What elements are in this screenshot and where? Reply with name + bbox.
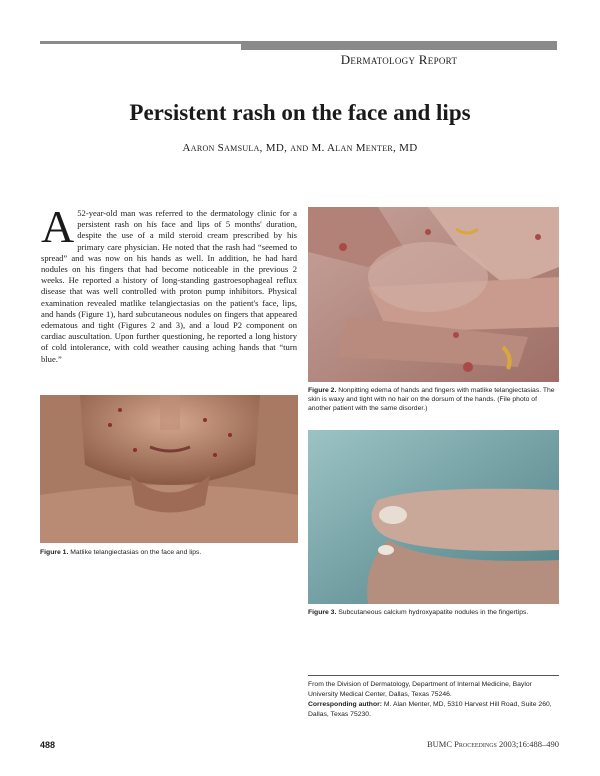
drop-cap: A [41,201,75,252]
header-rule-tab [241,44,557,50]
figure-1-photo [40,395,298,543]
article-body [41,201,297,365]
page-number: 488 [40,740,56,750]
affiliation-rule [308,675,559,676]
face-photo-illustration [40,395,298,543]
author-list: Aaron Samsula, MD, and M. Alan Menter, MD [182,142,418,154]
fingertips-photo-illustration [308,430,559,604]
figure-3-caption: Figure 3. Subcutaneous calcium hydroxyapatite nodules in the fingertips. [308,609,529,616]
hands-photo-illustration [308,207,559,382]
article-body-text: 52-year-old man was referred to the dermatology clinic for a persistent rash on his face and lips of 5 months' duration, despite the use of a mild steroid cream prescribed by his primary care physician. He noted that the rash had “seemed to spread” and was now on his hands as well. In addition, he had hard nodules on his fingers that had become noticeable in the previous 2 weeks. He reported a history of long-standing gastroesophageal reflux disease that was well controlled with proton pump inhibitors. Physical examination revealed matlike telangiectasias on the patient's face, lips, and hands (Figure 1), hard subcutaneous nodules on fingers that appeared edematous and tight (Figures 2 and 3), and a loud P2 component on cardiac auscultation. Upon further questioning, he reported a long history of cold intolerance, with cold weather causing aching hands that “turn blue.” [41,208,297,364]
report-category: Dermatology Report [340,52,458,67]
article-title: Persistent rash on the face and lips [129,100,471,125]
figure-2-photo [308,207,559,382]
figure-1-caption: Figure 1. Matlike telangiectasias on the face and lips. [40,549,202,556]
affiliation-note: From the Division of Dermatology, Department of Internal Medicine, Baylor University Medical Center, Dallas, Texas 75246. [308,681,532,698]
journal-citation: BUMC Proceedings 2003;16:488–490 [427,739,559,749]
figure-3-photo [308,430,559,604]
corresponding-author: Corresponding author: M. Alan Menter, MD, 5310 Harvest Hill Road, Suite 260, Dallas, Texas 75230. [308,701,552,718]
figure-2-caption: Figure 2. Nonpitting edema of hands and fingers with matlike telangiectasias. The skin is waxy and tight with no hair on the dorsum of the hands. (File photo of another patient with the same disorder.) [308,387,555,413]
